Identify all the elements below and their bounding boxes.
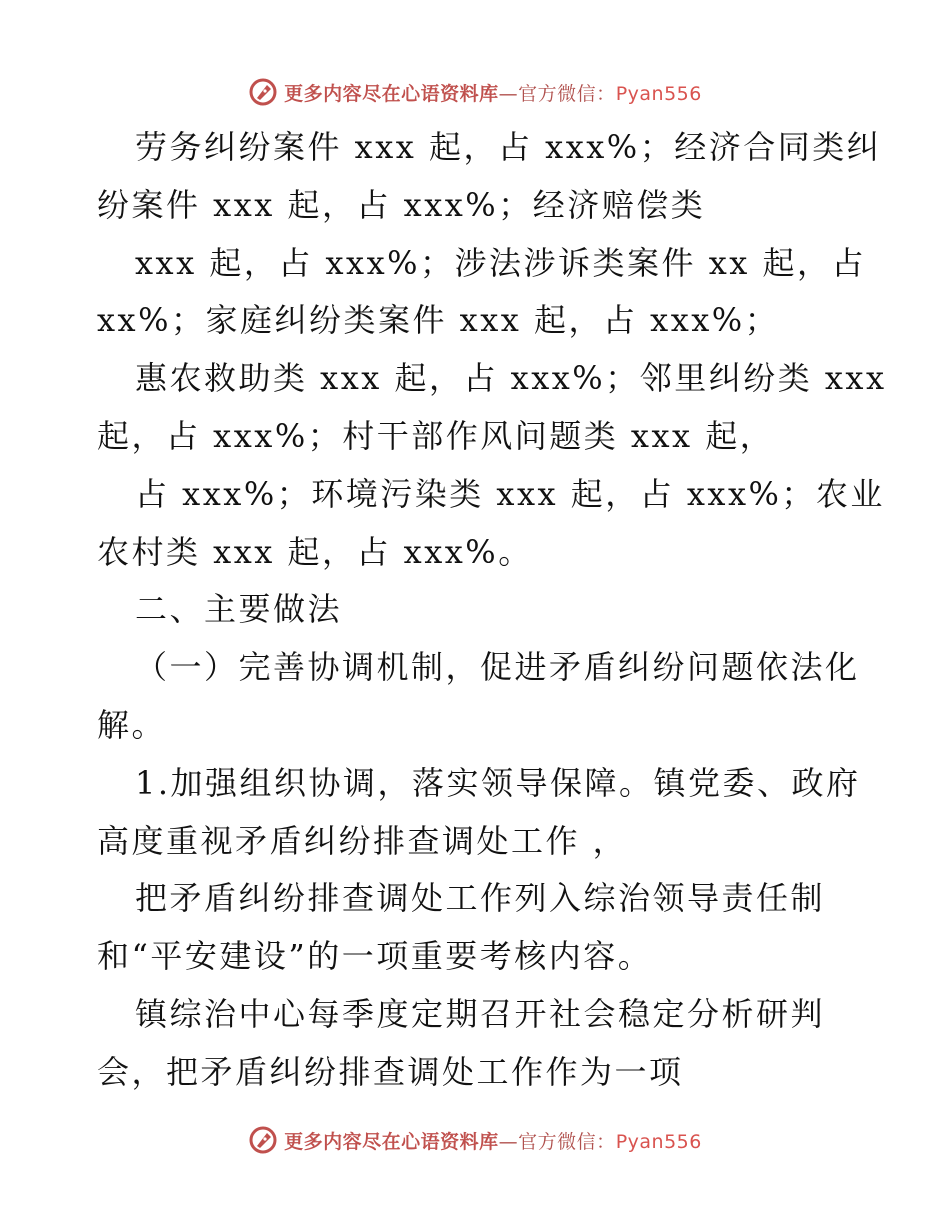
text-line: 惠农救助类 xxx 起，占 xxx%；邻里纠纷类 xxx xyxy=(135,359,887,398)
pen-nib-logo-icon xyxy=(248,77,278,107)
text-line: 劳务纠纷案件 xxx 起，占 xxx%；经济合同类纠 xyxy=(135,128,882,166)
text-line: 纷案件 xxx 起，占 xxx%；经济赔偿类 xyxy=(97,185,706,224)
watermark-text: 更多内容尽在心语资料库—官方微信：Pyan556 xyxy=(284,1130,702,1153)
footer-watermark xyxy=(0,1120,950,1160)
watermark-text: 更多内容尽在心语资料库—官方微信：Pyan556 xyxy=(284,82,702,105)
text-line: xx%；家庭纠纷类案件 xxx 起，占 xxx%； xyxy=(97,301,780,340)
section-heading: 二、主要做法 xyxy=(135,590,343,629)
text-line: 占 xxx%；环境污染类 xxx 起，占 xxx%；农业 xyxy=(135,474,885,513)
text-line: 起，占 xxx%；村干部作风问题类 xxx 起， xyxy=(97,416,775,455)
text-line: 镇综治中心每季度定期召开社会稳定分析研判 xyxy=(135,994,826,1033)
header-watermark xyxy=(0,72,950,112)
text-line: 农村类 xxx 起，占 xxx%。 xyxy=(97,532,533,571)
text-line: xxx 起，占 xxx%；涉法涉诉类案件 xx 起，占 xyxy=(135,243,866,282)
document-body xyxy=(97,119,887,1102)
pen-nib-logo-icon xyxy=(248,1125,278,1155)
text-line: 会，把矛盾纠纷排查调处工作作为一项 xyxy=(97,1052,684,1091)
text-line: 和“平安建设”的一项重要考核内容。 xyxy=(97,937,653,976)
text-line: 高度重视矛盾纠纷排查调处工作 ， xyxy=(97,821,628,860)
text-line: 解。 xyxy=(97,705,167,744)
text-line: 把矛盾纠纷排查调处工作列入综治领导责任制 xyxy=(135,879,826,918)
subsection-heading: （一）完善协调机制，促进矛盾纠纷问题依法化 xyxy=(135,648,860,687)
text-line: 1.加强组织协调，落实领导保障。镇党委、政府 xyxy=(135,763,861,802)
